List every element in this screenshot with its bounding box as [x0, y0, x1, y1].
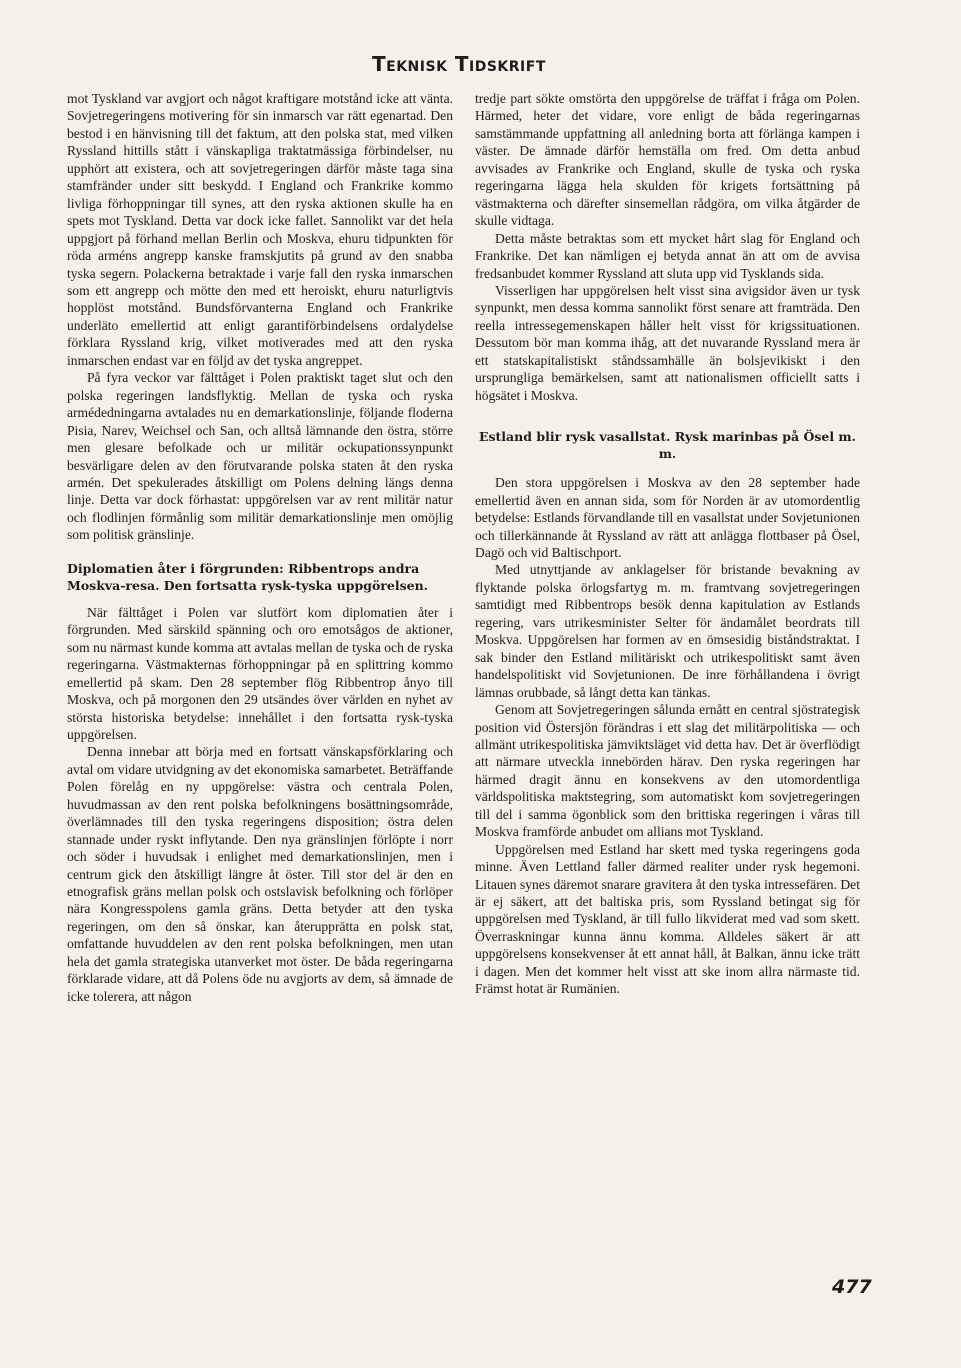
right-column	[475, 90, 860, 998]
paragraph: När fälttåget i Polen var slutfört kom diplomatien åter i förgrunden. Med särskild spänning och oro emotsågos de aktioner, som nu närmast kunde komma att avtalas mellan de tyska och de ryska regeringarna. Västmakternas förhoppningar på en splittring kommo emellertid på skam. Den 28 september flög Ribbentrop ånyo till Moskva, och på morgonen den 29 utsändes över världen en nyhet av största historiska betydelse: innehållet i den fortsatta rysk-tyska uppgörelsen.	[67, 604, 453, 742]
section-heading: Diplomatien åter i förgrunden: Ribbentrops andra Moskva-resa. Den fortsatta rysk-tyska uppgörelsen.	[67, 560, 429, 593]
paragraph: mot Tyskland var avgjort och något kraftigare motstånd icke att vänta. Sovjetregeringens motivering för sin inmarsch var rätt egenartad. Den bestod i en hänvisning till det faktum, att den polska stat, med vilken Ryssland hittills stått i vänskapliga traktatmässiga förbindelser, nu upphört att existera, och att sovjetregeringen därför måste taga sina stamfränder under sitt beskydd. I England och Frankrike kommo livliga förhoppningar till synes, att den ryska aktionen skulle ha en spets mot Tyskland. Detta var dock icke fallet. Sannolikt var det hela uppgjort på förhand mellan Berlin och Moskva, ehuru tidpunkten för röda arméns angrepp kanske framskjutits på grund av den snabba tyska segern. Polackerna betraktade i varje fall den ryska inmarschen som ett angrepp och mötte den med ett heroiskt, ehuru naturligtvis hopplöst motstånd. Bundsförvanterna England och Frankrike underläto emellertid att enligt garantiförbindelsens ordalydelse förklara Ryssland krig, vilket motiverades med att den ryska inmarschen endast var en följd av det tyska angreppet.	[67, 91, 453, 368]
paragraph: Denna innebar att börja med en fortsatt vänskapsförklaring och avtal om vidare utvidgning av det ekonomiska samarbetet. Beträffande Polen förelåg en ny uppgörelse: västra och centrala Polen, huvudmassan av den rent polska befolkningens bosättningsområde, överlämnades till den tyska regeringens disposition; östra delen stannade under ryskt inflytande. Den nya gränslinjen förlöpte i norr och söder i huvudsak i enlighet med demarkationslinjen, men i centrum gick den åtskilligt längre åt öster. Till stor del är den en etnografisk gräns mellan polsk och ostslavisk befolkning och förlöper nära Kongresspolens gamla gräns. Detta betyder att den tyska regeringen, om den så önskar, kan återupprätta en polsk stat, omfattande huvuddelen av den rent polska befolkningen, men utan hela det gamla strategiska utanverket mot öster. De båda regeringarna förklarade vidare, att då Polens öde nu avgjorts av dem, så ämnade de icke tolerera, att någon	[67, 744, 453, 1004]
page-number: 477	[832, 1276, 872, 1298]
journal-title: Teknisk Tidskrift	[372, 52, 546, 76]
paragraph: Uppgörelsen med Estland har skett med tyska regeringens goda minne. Även Lettland faller därmed realiter under rysk hegemoni. Litauen synes däremot snarare gravitera åt den tyska intressefären. Det är ej säkert, att det baltiska pris, som Ryssland betingat sig för uppgörelsen med Tyskland, är till fullo likviderat med vad som skett. Överraskningar kunna ännu komma. Alldeles säkert är att uppgörelsens konsekvenser åt ett annat håll, åt Balkan, ännu icke trätt i dagen. Men det kommer helt visst att ske inom allra närmaste tid. Främst hotat är Rumänien.	[475, 841, 860, 997]
paragraph: Detta måste betraktas som ett mycket hårt slag för England och Frankrike. Det kan nämligen ej betyda annat än att om de avvisa fredsanbudet kommer Ryssland att sluta upp vid Tysklands sida.	[475, 230, 860, 281]
paragraph: På fyra veckor var fälttåget i Polen praktiskt taget slut och den polska regeringen landsflyktig. Mellan de tyska och ryska armédedningarna avtalades nu en demarkationslinje, följande floderna Pisia, Narev, Weichsel och San, och alltså lämnande den östra, större men glesare befolkade och ur militär ockupationssynpunkt besvärligare delen av den förutvarande polska staten åt den ryska armén. Det spekulerades åtskilligt om Polens delning längs denna linje. Detta var dock förhastat: uppgörelsen var av rent militär natur och flodlinjen förmånlig som militär demarkationslinje men omöjlig som politisk gränslinje.	[67, 370, 453, 543]
paragraph: Genom att Sovjetregeringen sålunda ernått en central sjöstrategisk position vid Östersjön förändras i ett slag det militärpolitiska — och allmänt utrikespolitiska jämviktsläget vid detta hav. Det är överflödigt att närmare utveckla innebörden härav. Den ryska regeringen har härmed dragit ännu en konsekvens av den utomordentliga världspolitiska maktstegring, som automatiskt kom sovjetregeringen till del i samma ögonblick som den brittiska regeringen i våras till Moskva framförde anbudet om allians mot Tyskland.	[475, 702, 860, 840]
paragraph: tredje part sökte omstörta den uppgörelse de träffat i fråga om Polen. Härmed, heter det vidare, vore enligt de båda regeringarnas samstämmande uppfattning all anledning borta att förlänga kampen i väster. De ämnade därför hemställa om fred. Om detta anbud avvisades av Frankrike och England, skulle de tyska och ryska regeringarna lägga hela skulden för krigets fortsättning på västmakterna och därefter sinsemellan rådgöra, om vilka åtgärder de skulle vidtaga.	[475, 91, 860, 229]
left-column	[67, 90, 453, 1005]
paragraph: Visserligen har uppgörelsen helt visst sina avigsidor även ur tysk synpunkt, men dessa komma sannolikt först senare att framträda. Den reella intressegemenskapen håller helt visst för krigssituationen. Dessutom bör man komma ihåg, att det nuvarande Ryssland mera är ett statskapitalistiskt ståndssamhälle än bolsjevikiskt i den ursprungliga bemärkelsen, samt att nationalismen officiellt satts i högsätet i Moskva.	[475, 282, 860, 403]
paragraph: Med utnyttjande av anklagelser för bristande bevakning av flyktande polska örlogsfartyg m. m. framtvang sovjetregeringen samtidigt med Ribbentrops besök denna kapitulation av Estlands regering, vars utrikesminister Selter för ändamålet beordrats till Moskva. Uppgörelsen har formen av en ömsesidig biståndstraktat. I sak binder den Estland militäriskt och utrikespolitiskt samt även handelspolitiskt vid Sovjetunionen. De inre förhållandena i övrigt lämnas orubbade, så långt detta kan tänkas.	[475, 562, 860, 700]
paragraph: Den stora uppgörelsen i Moskva av den 28 september hade emellertid även en annan sida, som för Norden är av utomordentlig betydelse: Estlands förvandlande till en vasallstat under Sovjetunionen och tillerkännande åt Ryssland av rätt att anlägga flottbaser på Ösel, Dagö och vid Baltischport.	[475, 475, 860, 560]
section-heading: Estland blir rysk vasallstat. Rysk marinbas på Ösel m. m.	[478, 429, 857, 462]
